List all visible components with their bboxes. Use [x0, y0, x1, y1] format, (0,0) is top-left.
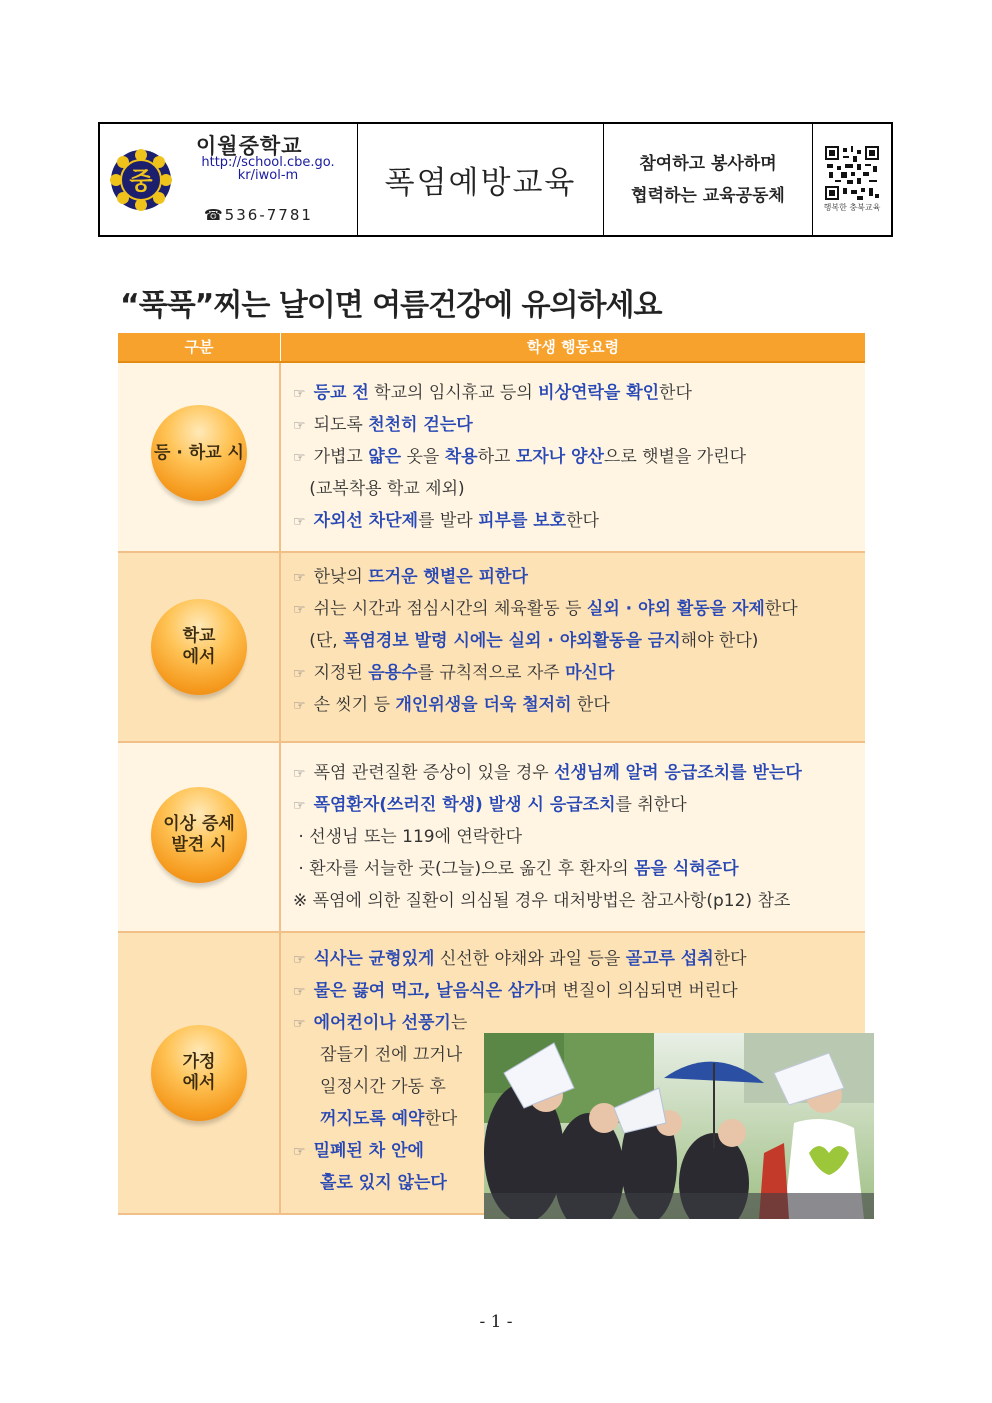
guide-item	[293, 689, 798, 721]
pointing-hand-icon: ☞	[293, 570, 306, 586]
category-label-2: 에서	[182, 647, 216, 667]
row-divider	[279, 363, 281, 551]
item-text: (단,	[293, 631, 344, 651]
item-text: 한다	[571, 695, 610, 715]
guide-item	[293, 473, 746, 505]
school-emblem-icon	[110, 149, 172, 211]
item-text: 를 취한다	[615, 795, 687, 815]
pointing-hand-icon: ☞	[293, 450, 306, 466]
item-text: 손 씻기 등	[313, 695, 396, 715]
highlight-text: 자외선 차단제	[313, 511, 419, 531]
highlight-text: 폭염환자(쓰러진 학생) 발생 시 응급조치	[313, 795, 616, 815]
item-text: 폭염 관련질환 증상이 있을 경우	[313, 763, 555, 783]
category-label: 학교	[182, 626, 216, 646]
item-text: 학교의 임시휴교 등의	[368, 383, 539, 403]
highlight-text: 피부를 보호	[478, 511, 567, 531]
pointing-hand-icon: ☞	[293, 1016, 306, 1032]
school-url-line1[interactable]: http://school.cbe.go.	[201, 155, 335, 170]
pointing-hand-icon: ☞	[293, 514, 306, 530]
program-title-cell	[358, 124, 604, 235]
table-row-commute	[118, 363, 865, 553]
category-badge-symptom	[151, 787, 247, 883]
category-badge-home	[151, 1025, 247, 1121]
school-name: 이월중학교	[196, 134, 303, 158]
highlight-text: 에어컨이나 선풍기	[313, 1013, 451, 1033]
highlight-text: 천천히 걷는다	[368, 415, 473, 435]
highlight-text: 선생님께 알려 응급조치를 받는다	[554, 763, 802, 783]
pointing-hand-icon: ☞	[293, 666, 306, 682]
emblem-char: 중	[129, 167, 153, 195]
qr-cell	[813, 124, 891, 235]
pointing-hand-icon: ☞	[293, 952, 306, 968]
program-title: 폭염예방교육	[384, 165, 577, 201]
highlight-text: 등교 전	[313, 383, 369, 403]
school-url[interactable]	[184, 156, 352, 182]
guide-item	[293, 377, 746, 409]
motto-cell	[604, 124, 813, 235]
item-text: 한다	[659, 383, 692, 403]
highlight-text: 마신다	[565, 663, 615, 683]
highlight-text: 음용수	[368, 663, 418, 683]
school-tel: ☎536-7781	[204, 206, 313, 224]
guide-item	[293, 853, 802, 885]
col-category-header: 구분	[184, 338, 214, 356]
pointing-hand-icon: ☞	[293, 766, 306, 782]
guide-item	[293, 975, 747, 1007]
category-badge-commute	[151, 405, 247, 501]
item-text: 쉬는 시간과 점심시간의 체육활동 등	[313, 599, 587, 619]
qr-code-icon[interactable]	[825, 146, 879, 200]
guide-item	[293, 561, 798, 593]
row-divider	[279, 933, 281, 1213]
category-label-2: 발견 시	[171, 835, 227, 855]
highlight-text: 실외 · 야외 활동을 자제	[586, 599, 765, 619]
highlight-text: 꺼지도록 예약	[320, 1109, 425, 1129]
item-text: 으로 햇볕을 가린다	[603, 447, 747, 467]
item-text: 일정시간 가동 후	[293, 1077, 446, 1097]
highlight-text: 비상연락을 확인	[538, 383, 660, 403]
pointing-hand-icon: ☞	[293, 1144, 306, 1160]
pointing-hand-icon: ☞	[293, 698, 306, 714]
guide-item	[293, 505, 746, 537]
highlight-text: 얇은	[368, 447, 402, 467]
item-text	[293, 1109, 320, 1129]
guide-item	[293, 625, 798, 657]
guide-item	[293, 885, 802, 917]
category-label-2: 에서	[182, 1073, 216, 1093]
item-text: 옷을	[401, 447, 445, 467]
item-list	[293, 561, 798, 721]
guide-item	[293, 593, 798, 625]
category-label: 이상 증세	[163, 814, 235, 834]
guide-item	[293, 757, 802, 789]
pointing-hand-icon: ☞	[293, 418, 306, 434]
highlight-text: 홀로 있지 않는다	[320, 1173, 447, 1193]
pointing-hand-icon: ☞	[293, 984, 306, 1000]
highlight-text: 폭염경보 발령 시에는 실외 · 야외활동을 금지	[343, 631, 681, 651]
highlight-text: 개인위생을 더욱 철저히	[395, 695, 572, 715]
item-text: 지정된	[313, 663, 369, 683]
item-text: 신선한 야채와 과일 등을	[434, 949, 626, 969]
pointing-hand-icon: ☞	[293, 386, 306, 402]
item-text: ※ 폭염에 의한 질환이 의심될 경우 대처방법은 참고사항(p12) 참조	[293, 891, 791, 911]
school-info-cell	[100, 124, 358, 235]
item-text: 한다	[713, 949, 747, 969]
pointing-hand-icon: ☞	[293, 798, 306, 814]
highlight-text: 밀폐된 차 안에	[313, 1141, 424, 1161]
item-text: 를 규칙적으로 자주	[417, 663, 566, 683]
highlight-text: 물은 끓여 먹고, 날음식은 삼가	[313, 981, 541, 1001]
row-divider	[279, 553, 281, 741]
guide-item	[293, 441, 746, 473]
page-number: - 1 -	[479, 1312, 513, 1332]
qr-caption: 행복한 충북교육	[823, 203, 881, 212]
item-text: 되도록	[313, 415, 369, 435]
motto-line2: 협력하는 교육공동체	[631, 185, 785, 206]
school-url-line2[interactable]: kr/iwol-m	[237, 168, 299, 183]
item-text: 가볍고	[313, 447, 369, 467]
motto-line1: 참여하고 봉사하며	[639, 153, 777, 174]
highlight-text: 모자나 양산	[515, 447, 604, 467]
header-box	[98, 122, 893, 237]
table-header	[118, 333, 865, 363]
guide-item	[293, 657, 798, 689]
highlight-text: 몸을 식혀준다	[634, 859, 739, 879]
main-title: “푹푹”찌는 날이면 여름건강에 유의하세요	[120, 288, 662, 323]
item-text: 한다	[424, 1109, 458, 1129]
pointing-hand-icon: ☞	[293, 602, 306, 618]
category-badge-school	[151, 599, 247, 695]
table-row-school	[118, 553, 865, 743]
item-text: 를 발라	[418, 511, 479, 531]
item-text: 는	[450, 1013, 468, 1033]
item-text: · 환자를 서늘한 곳(그늘)으로 옮긴 후 환자의	[293, 859, 635, 879]
item-text: 한다	[764, 599, 798, 619]
highlight-text: 뜨거운 햇볕은 피한다	[368, 567, 528, 587]
highlight-text: 착용	[444, 447, 478, 467]
students-sunshade-photo	[484, 1033, 874, 1219]
highlight-text: 골고루 섭취	[625, 949, 714, 969]
item-text: · 선생님 또는 119에 연락한다	[293, 827, 523, 847]
item-list	[293, 377, 746, 537]
guide-item	[293, 409, 746, 441]
item-text: 하고	[477, 447, 516, 467]
item-text: 며 변질이 의심되면 버린다	[540, 981, 738, 1001]
item-text: 한다	[566, 511, 599, 531]
category-label: 가정	[182, 1052, 216, 1072]
category-label: 등 · 하교 시	[154, 442, 244, 463]
item-list	[293, 757, 802, 917]
item-text	[293, 1173, 320, 1193]
item-text: 한낮의	[313, 567, 369, 587]
item-text: (교복착용 학교 제외)	[293, 479, 465, 499]
col-guide-header: 학생 행동요령	[526, 338, 620, 356]
guide-item	[293, 943, 747, 975]
table-row-symptom	[118, 743, 865, 933]
item-text: 해야 한다)	[680, 631, 759, 651]
highlight-text: 식사는 균형있게	[313, 949, 435, 969]
guide-item	[293, 821, 802, 853]
row-divider	[279, 743, 281, 931]
guide-item	[293, 789, 802, 821]
item-text: 잠들기 전에 끄거나	[293, 1045, 463, 1065]
